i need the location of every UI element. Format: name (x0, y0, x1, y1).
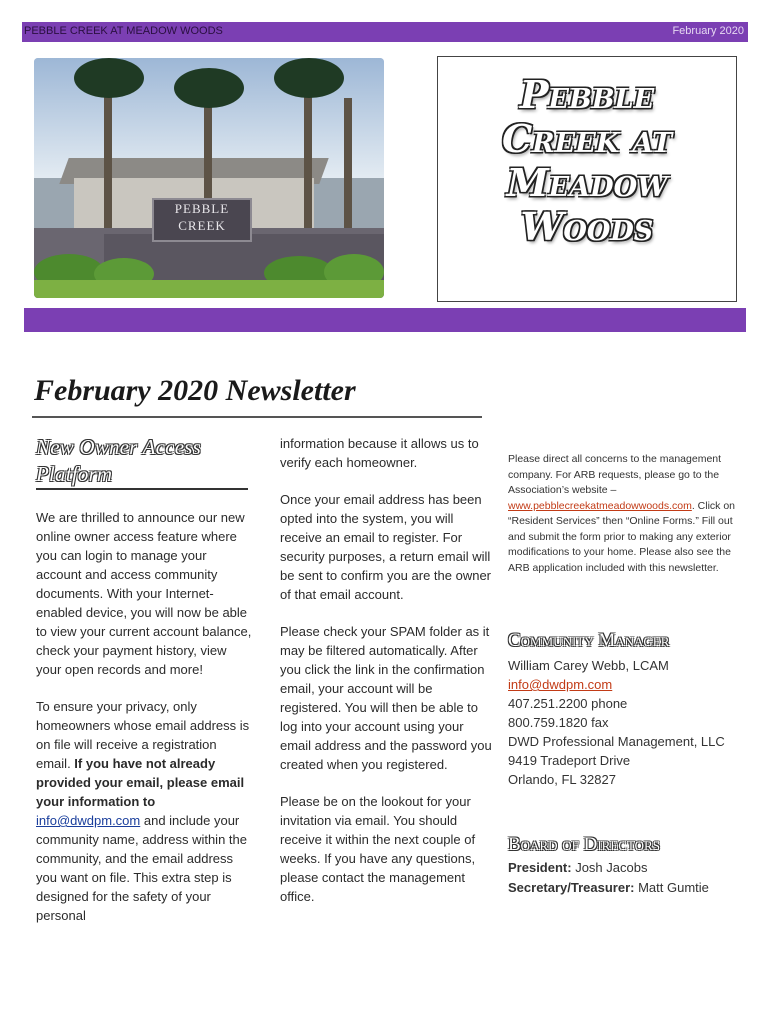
col1-p2-end: and include your community name, address within the community, and the email address you want on file. This extra step is designed for the safety of your personal (36, 813, 247, 923)
president-name: Josh Jacobs (571, 860, 648, 875)
entrance-sign (152, 198, 252, 242)
info-email-link[interactable]: info@dwdpm.com (36, 813, 141, 828)
entrance-photo (34, 58, 384, 298)
col1-p2-bold: If you have not already provided your email, please email your information to (36, 756, 245, 809)
manager-phone: 407.251.2200 phone (508, 696, 628, 711)
col2-paragraph-1: information because it allows us to verify each homeowner. (280, 436, 479, 470)
manager-name: William Carey Webb, LCAM (508, 658, 669, 673)
header-bar (22, 22, 748, 42)
header-date: February 2020 (672, 25, 744, 37)
secretary-row (508, 878, 758, 898)
headline-rule (32, 416, 482, 418)
president-row (508, 858, 758, 878)
title-line-2: Creek at (501, 116, 673, 161)
title-line-1: Pebble (519, 72, 655, 117)
col2-paragraph-3: Please check your SPAM folder as it may be filtered automatically. After you click the link in the confirmation email, your account will be registered. You will then be able to log into your account using your email address and the password you created when you registered. (280, 624, 492, 772)
column-2 (280, 434, 492, 924)
board-list (508, 858, 758, 898)
manager-fax: 800.759.1820 fax (508, 715, 609, 730)
col2-paragraph-4: Please be on the lookout for your invitation via email. You should receive it within the next couple of weeks. If you have any questions, please contact the management office. (280, 794, 476, 904)
website-link[interactable]: www.pebblecreekatmeadowwoods.com (508, 499, 692, 512)
title-line-4: Woods (520, 204, 654, 249)
divider-bar (24, 308, 746, 332)
community-manager-heading: Community Manager (508, 630, 670, 651)
manager-street: 9419 Tradeport Drive (508, 753, 631, 768)
arb-note-text: Please direct all concerns to the management company. For ARB requests, please go to the Association’s website – (508, 453, 722, 496)
manager-company: DWD Professional Management, LLC (508, 734, 725, 749)
col1-paragraph-2 (36, 697, 252, 925)
secretary-name: Matt Gumtie (634, 880, 709, 895)
col1-p2-text: To ensure your privacy, only homeowners whose email address is on file will receive a registration email. (36, 699, 250, 771)
section-title: New Owner Access Platform (36, 435, 201, 486)
sign-line-2: CREEK (178, 218, 226, 233)
board-heading: Board of Directors (508, 834, 660, 855)
arb-note (508, 452, 748, 576)
col2-paragraph-2: Once your email address has been opted into the system, you will receive an email to register. For security purposes, a return email will be sent to confirm you are the owner of that email account. (280, 492, 492, 602)
arb-note-end: . Click on “Resident Services” then “Online Forms.” Fill out and submit the form prior to making any exterior modifications to your home. Please also see the ARB application included with this newsletter. (508, 499, 736, 574)
manager-city: Orlando, FL 32827 (508, 772, 616, 787)
section-rule (36, 488, 248, 490)
header-community-name: PEBBLE CREEK AT MEADOW WOODS (24, 25, 223, 37)
sign-line-1: PEBBLE (174, 201, 230, 216)
secretary-label: Secretary/Treasurer: (508, 880, 635, 895)
col1-paragraph-1: We are thrilled to announce our new online owner access feature where you can login to manage your account and access community documents. With your Internet-enabled device, you will now be able to view your current account balance, check your payment history, view your open records and more! (36, 510, 252, 677)
manager-contact (508, 656, 758, 789)
newsletter-headline: February 2020 Newsletter (34, 374, 356, 407)
title-line-3: Meadow (506, 160, 668, 205)
manager-email-link[interactable]: info@dwdpm.com (508, 677, 613, 692)
column-1 (36, 508, 252, 943)
title-box (437, 56, 737, 302)
president-label: President: (508, 860, 572, 875)
